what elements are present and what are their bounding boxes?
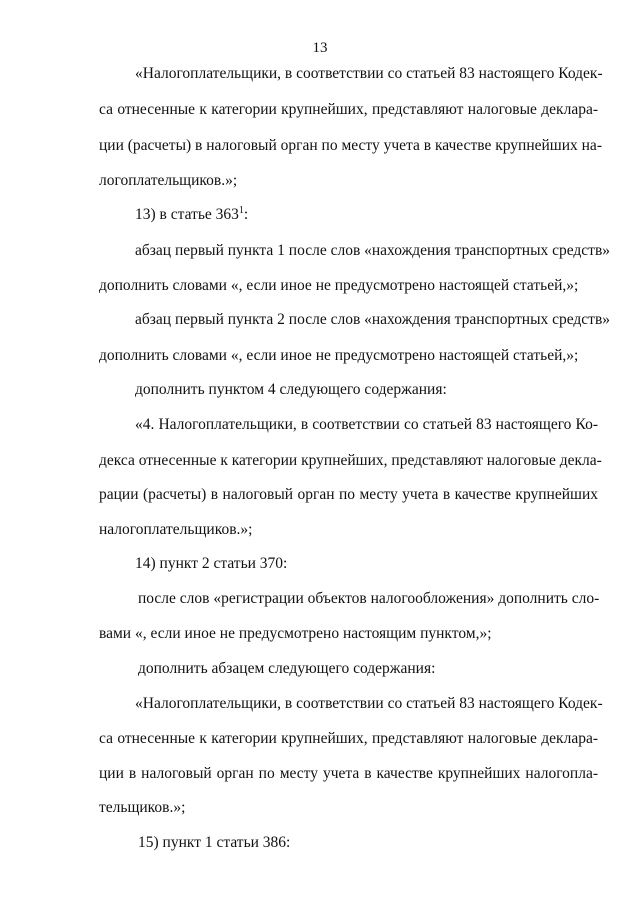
text-line: «Налогоплательщики, в соответствии со статьей 83 настоящего Кодек- bbox=[135, 65, 603, 82]
text-line: ции в налоговый орган по месту учета в качестве крупнейших налогопла- bbox=[99, 765, 598, 782]
item-heading: 14) пункт 2 статьи 370: bbox=[135, 555, 288, 572]
text-line: абзац первый пункта 2 после слов «нахождения транспортных средств» bbox=[135, 311, 611, 328]
text-line: после слов «регистрации объектов налогообложения» дополнить сло- bbox=[138, 590, 600, 607]
item-heading-text: 13) в статье 363 bbox=[135, 206, 239, 223]
text-line: ции (расчеты) в налоговый орган по месту учета в качестве крупнейших на- bbox=[99, 137, 602, 154]
item-heading-colon: : bbox=[243, 206, 249, 223]
text-line: рации (расчеты) в налоговый орган по месту учета в качестве крупнейших bbox=[99, 486, 598, 503]
text-line: «4. Налогоплательщики, в соответствии со статьей 83 настоящего Ко- bbox=[135, 416, 598, 433]
text-line: дополнить пунктом 4 следующего содержания: bbox=[135, 381, 447, 398]
text-line: са отнесенные к категории крупнейших, представляют налоговые деклара- bbox=[99, 730, 598, 747]
text-line: декса отнесенные к категории крупнейших, представляют налоговые декла- bbox=[99, 452, 602, 469]
text-line: тельщиков.»; bbox=[99, 799, 186, 816]
page-number: 13 bbox=[312, 40, 328, 56]
text-line: дополнить абзацем следующего содержания: bbox=[138, 660, 436, 677]
text-line: «Налогоплательщики, в соответствии со статьей 83 настоящего Кодек- bbox=[135, 695, 603, 712]
text-line: логоплательщиков.»; bbox=[99, 172, 238, 189]
item-heading bbox=[135, 205, 248, 225]
superscript: 1 bbox=[238, 205, 244, 216]
item-heading: 15) пункт 1 статьи 386: bbox=[138, 834, 291, 851]
text-line: вами «, если иное не предусмотрено настоящим пунктом,»; bbox=[99, 625, 492, 642]
text-line: са отнесенные к категории крупнейших, представляют налоговые деклара- bbox=[99, 101, 598, 118]
text-line: налогоплательщиков.»; bbox=[99, 521, 253, 538]
text-line: дополнить словами «, если иное не предусмотрено настоящей статьей,»; bbox=[99, 277, 579, 294]
text-line: абзац первый пункта 1 после слов «нахождения транспортных средств» bbox=[135, 242, 611, 259]
text-line: дополнить словами «, если иное не предусмотрено настоящей статьей,»; bbox=[99, 347, 579, 364]
